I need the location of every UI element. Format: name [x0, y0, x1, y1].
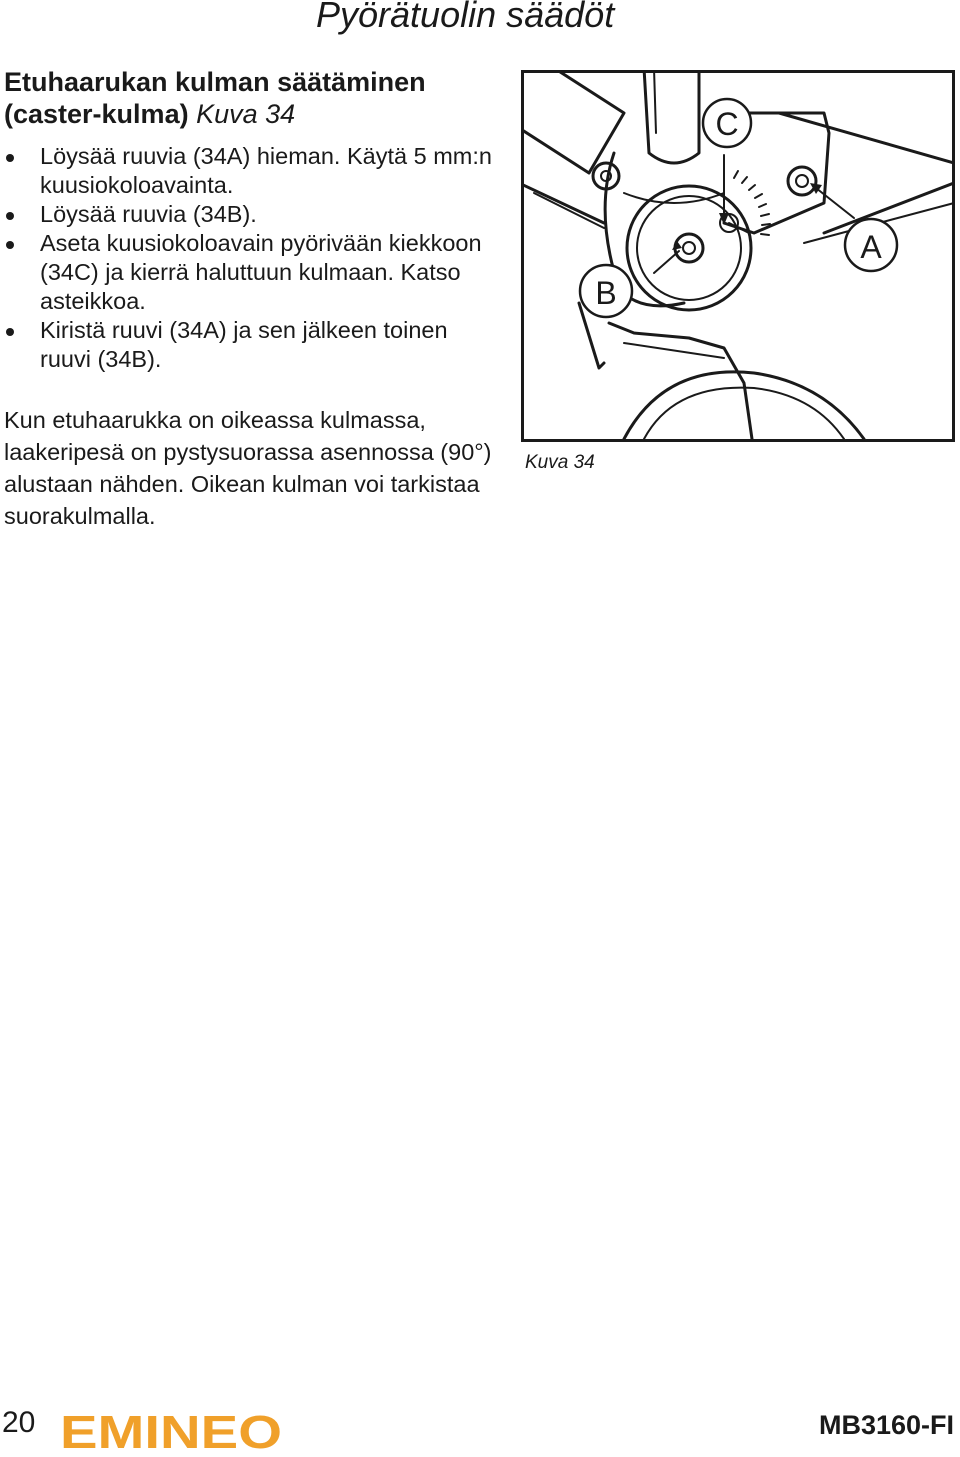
instruction-step-text: Aseta kuusiokoloavain pyörivään kiekkoon (34C) ja kierrä haluttuun kulmaan. Katso asteikkoa. — [40, 230, 482, 314]
bullet-icon — [6, 212, 14, 220]
angle-scale — [734, 171, 770, 235]
section-heading — [4, 66, 509, 130]
caster-fork-illustration — [521, 70, 955, 442]
frame-edge-left — [524, 183, 604, 223]
frame-tube-left — [524, 73, 624, 173]
instruction-step — [4, 229, 504, 316]
instruction-step-text: Löysää ruuvia (34B). — [40, 201, 257, 227]
frame-tube-right — [779, 113, 952, 163]
instruction-step-text: Kiristä ruuvi (34A) ja sen jälkeen toinen ruuvi (34B). — [40, 317, 448, 372]
emineo-logo-text: EMINEO — [60, 1408, 282, 1452]
instruction-step — [4, 316, 504, 374]
section-heading-text: Etuhaarukan kulman säätäminen (caster-kulma) — [4, 67, 426, 129]
figure-caption: Kuva 34 — [525, 452, 595, 473]
instruction-step — [4, 200, 504, 229]
rotating-disc — [627, 186, 751, 310]
callout-c-label: C — [715, 106, 739, 142]
instruction-step-text: Löysää ruuvia (34A) hieman. Käytä 5 mm:n kuusiokoloavainta. — [40, 143, 492, 198]
document-code: MB3160-FI — [818, 1410, 954, 1440]
screw-a — [788, 167, 816, 195]
stem — [644, 73, 699, 163]
section-figure-reference: Kuva 34 — [196, 99, 296, 129]
callout-b — [580, 265, 632, 317]
wheel-inner — [644, 388, 844, 439]
page-number: 20 — [2, 1406, 36, 1439]
callout-a-label: A — [860, 229, 882, 265]
callout-b-label: B — [595, 275, 617, 311]
instruction-step — [4, 142, 504, 200]
bullet-icon — [6, 328, 14, 336]
emineo-logo — [60, 1408, 282, 1452]
bullet-icon — [6, 154, 14, 162]
angle-note: Kun etuhaarukka on oikeassa kulmassa, laakeripesä on pystysuorassa asennossa (90°) alustaan nähden. Oikean kulman voi tarkistaa suorakulmalla. — [4, 407, 492, 529]
instruction-steps — [4, 142, 504, 374]
bullet-icon — [6, 241, 14, 249]
callout-c — [703, 99, 751, 147]
page-header-title: Pyörätuolin säädöt — [316, 0, 615, 35]
callout-a — [845, 219, 897, 271]
caster-fork-drawing — [524, 73, 952, 439]
